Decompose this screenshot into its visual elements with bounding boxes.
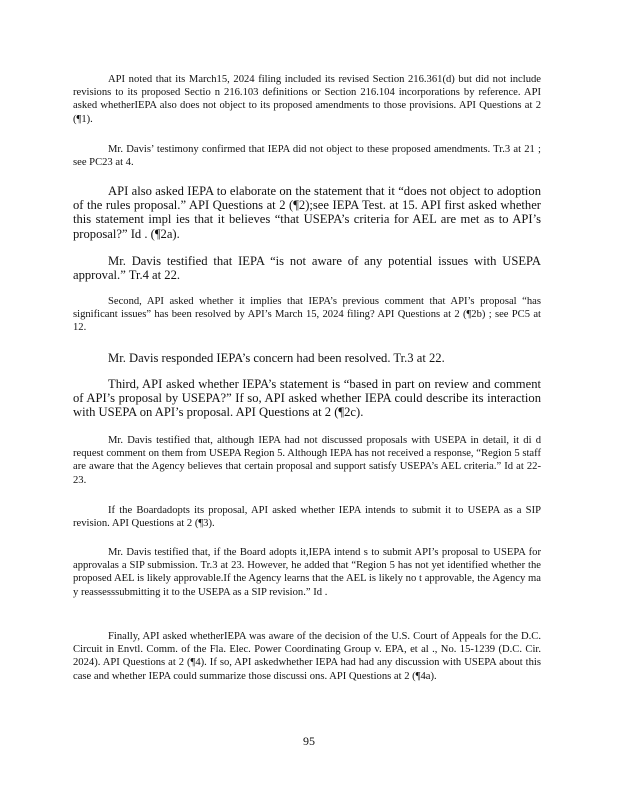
paragraph-davis-region5: Mr. Davis testified that, although IEPA had not discussed proposals with USEPA in detail, it di d request comment on them from USEPA Region 5. Although IEPA has not received a response, “Region 5 staff are aware that the Agency believes that certain proposal and support satisfy USEPA’s AEL criteria.” Id at 22-23. xyxy=(73,435,541,486)
paragraph-board-adopts: If the Boardadopts its proposal, API asked whether IEPA intends to submit it to USEPA as a SIP revision. API Questions at 2 (¶3). xyxy=(73,505,541,530)
paragraph-davis-not-aware: Mr. Davis testified that IEPA “is not aware of any potential issues with USEPA approval.” Tr.4 at 22. xyxy=(73,254,541,283)
paragraph-davis-testimony-confirmed: Mr. Davis’ testimony confirmed that IEPA did not object to these proposed amendments. Tr.3 at 21 ; see PC23 at 4. xyxy=(73,144,541,169)
paragraph-second-question: Second, API asked whether it implies that IEPA’s previous comment that API’s proposal “has significant issues” has been resolved by API’s March 15, 2024 filing? API Questions at 2 (¶2b) ; see PC5 at 12. xyxy=(73,296,541,334)
paragraph-davis-resolved: Mr. Davis responded IEPA’s concern had been resolved. Tr.3 at 22. xyxy=(108,351,445,365)
paragraph-davis-sip-submission: Mr. Davis testified that, if the Board adopts it,IEPA intend s to submit API’s proposal to USEPA for approvalas a SIP submission. Tr.3 at 23. However, he added that “Region 5 has not yet identified whether the proposed AEL is likely approvable.If the Agency learns that the AEL is likely no t approvable, the Agency ma y reassesssubmitting it to the USEPA as a SIP revision.” Id . xyxy=(73,547,541,598)
paragraph-api-asked-elaborate: API also asked IEPA to elaborate on the statement that it “does not object to adoption of the rules proposal.” API Questions at 2 (¶2);see IEPA Test. at 15. API first asked whether this statement impl ies that it believes “that USEPA’s criteria for AEL are met as to API’s proposal?” Id . (¶2a). xyxy=(73,184,541,241)
page-number: 95 xyxy=(303,734,315,748)
paragraph-api-noted-revisions: API noted that its March15, 2024 filing included its revised Section 216.361(d) but did not include revisions to its proposed Sectio n 216.103 definitions or Section 216.104 incorporations by reference. API asked whetherIEPA also does not object to its proposed amendments to those provisions. API Questions at 2 (¶1). xyxy=(73,74,541,125)
paragraph-third-question: Third, API asked whether IEPA’s statement is “based in part on review and comment of API’s proposal by USEPA?” If so, API asked whether IEPA could describe its interaction with USEPA on API’s proposal. API Questions at 2 (¶2c). xyxy=(73,377,541,420)
paragraph-finally-court-decision: Finally, API asked whetherIEPA was aware of the decision of the U.S. Court of Appeals for the D.C. Circuit in Envtl. Comm. of the Fla. Elec. Power Coordinating Group v. EPA, et al ., No. 15-1239 (D.C. Cir. 2024). API Questions at 2 (¶4). If so, API askedwhether IEPA had had any discussion with USEPA about this case and whether IEPA could summarize those discussi ons. API Questions at 2 (¶4a). xyxy=(73,631,541,682)
